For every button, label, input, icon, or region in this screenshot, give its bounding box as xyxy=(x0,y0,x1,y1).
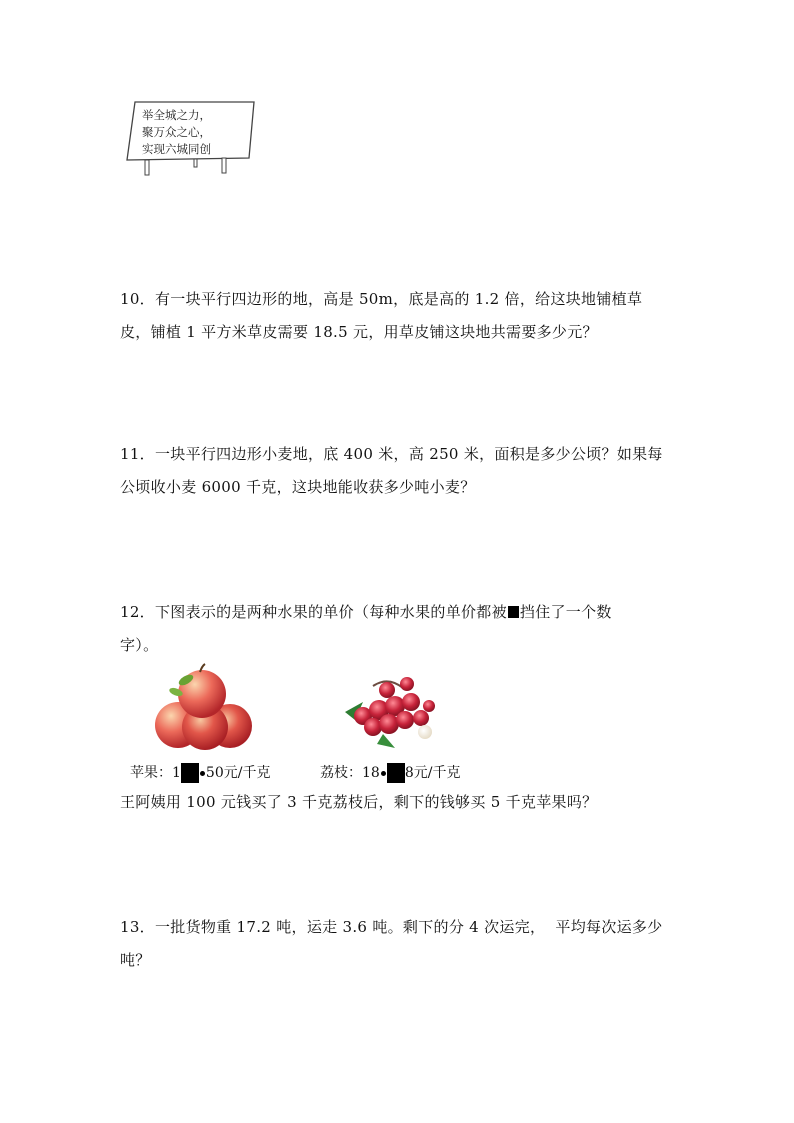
slogan-sign xyxy=(124,100,258,178)
question-12-question: 王阿姨用 100 元钱买了 3 千克荔枝后，剩下的钱够买 5 千克苹果吗？ xyxy=(120,793,598,811)
sign-line-1: 举全城之力， xyxy=(142,108,211,122)
apple-price-label: 苹果：1 xyxy=(130,765,181,781)
question-12-text-a: 12．下图表示的是两种水果的单价（每种水果的单价都被 xyxy=(120,603,507,621)
hidden-digit-block-icon xyxy=(387,763,405,783)
question-11-line-1: 11．一块平行四边形小麦地，底 400 米，高 250 米，面积是多少公顷？如果每 xyxy=(120,445,663,463)
lychee-price-label: 荔枝：18 xyxy=(320,765,380,781)
apple-price xyxy=(130,762,270,784)
question-12-text-b: 挡住了一个数 xyxy=(519,603,612,621)
question-12-line-1 xyxy=(120,596,680,629)
hidden-digit-block-icon xyxy=(181,763,199,783)
question-10-line-1: 10．有一块平行四边形的地，高是 50m，底是高的 1.2 倍，给这块地铺植草 xyxy=(120,290,643,308)
hidden-digit-block-icon xyxy=(508,606,519,618)
question-11-line-2: 公顷收小麦 6000 千克，这块地能收获多少吨小麦？ xyxy=(120,478,476,496)
question-13-line-2: 吨？ xyxy=(120,951,151,969)
question-12-ask xyxy=(120,786,680,819)
question-13-line-1: 13．一批货物重 17.2 吨，运走 3.6 吨。剩下的分 4 次运完， 平均每次运多少 xyxy=(120,918,663,936)
lychee-image xyxy=(333,672,443,752)
apples-image xyxy=(150,662,260,754)
question-13 xyxy=(120,911,680,977)
question-12-line-2: 字）。 xyxy=(120,636,159,654)
question-10-line-2: 皮，铺植 1 平方米草皮需要 18.5 元，用草皮铺这块地共需要多少元？ xyxy=(120,323,598,341)
sign-line-3: 实现六城同创 xyxy=(142,142,211,156)
question-11 xyxy=(120,438,680,504)
question-10 xyxy=(120,283,680,349)
decimal-point-icon xyxy=(200,771,205,776)
apple-price-suffix: 50元/千克 xyxy=(205,765,271,781)
sign-line-2: 聚万众之心， xyxy=(142,125,211,139)
lychee-price xyxy=(320,762,460,784)
question-12 xyxy=(120,596,680,662)
lychee-price-suffix: 8元/千克 xyxy=(404,765,461,781)
decimal-point-icon xyxy=(381,771,386,776)
